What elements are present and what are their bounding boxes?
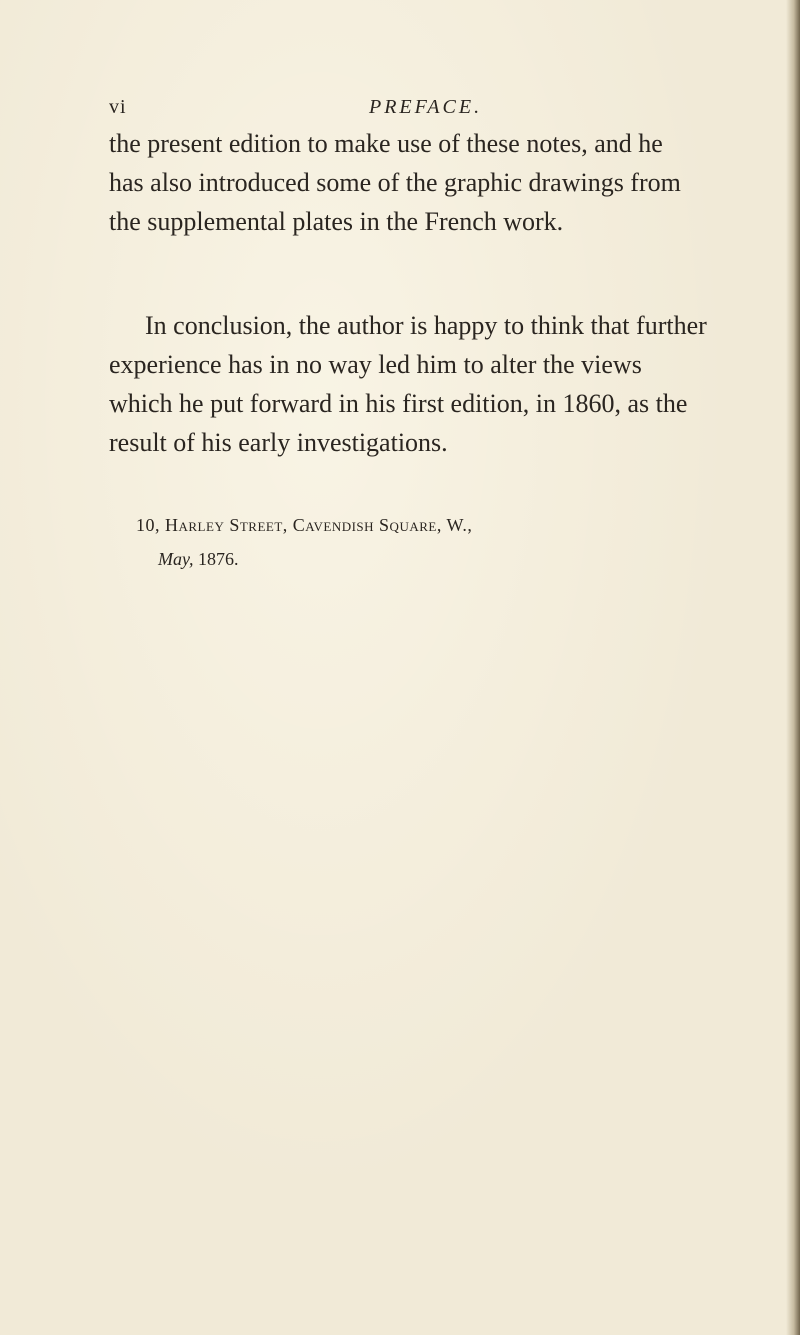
signature-date [158,549,239,570]
paragraph-continuation [109,124,789,241]
page-number: vi [109,96,127,118]
date-month: May, [158,549,194,569]
text-line: result of his early investigations. [109,428,448,457]
text-line: experience has in no way led him to alter the views [109,350,642,379]
text-line: which he put forward in his first edition, in 1860, as the [109,389,688,418]
signature-address: 10, Harley Street, Cavendish Square, W., [136,515,473,535]
text-line: In conclusion, the author is happy to think that further [145,311,707,340]
text-line: the present edition to make use of these notes, and he [109,129,663,158]
text-line: has also introduced some of the graphic drawings from [109,168,681,197]
date-year: 1876. [198,549,239,569]
paragraph-conclusion [109,306,789,462]
text-line: the supplemental plates in the French work. [109,207,564,236]
running-title: PREFACE. [369,96,483,118]
